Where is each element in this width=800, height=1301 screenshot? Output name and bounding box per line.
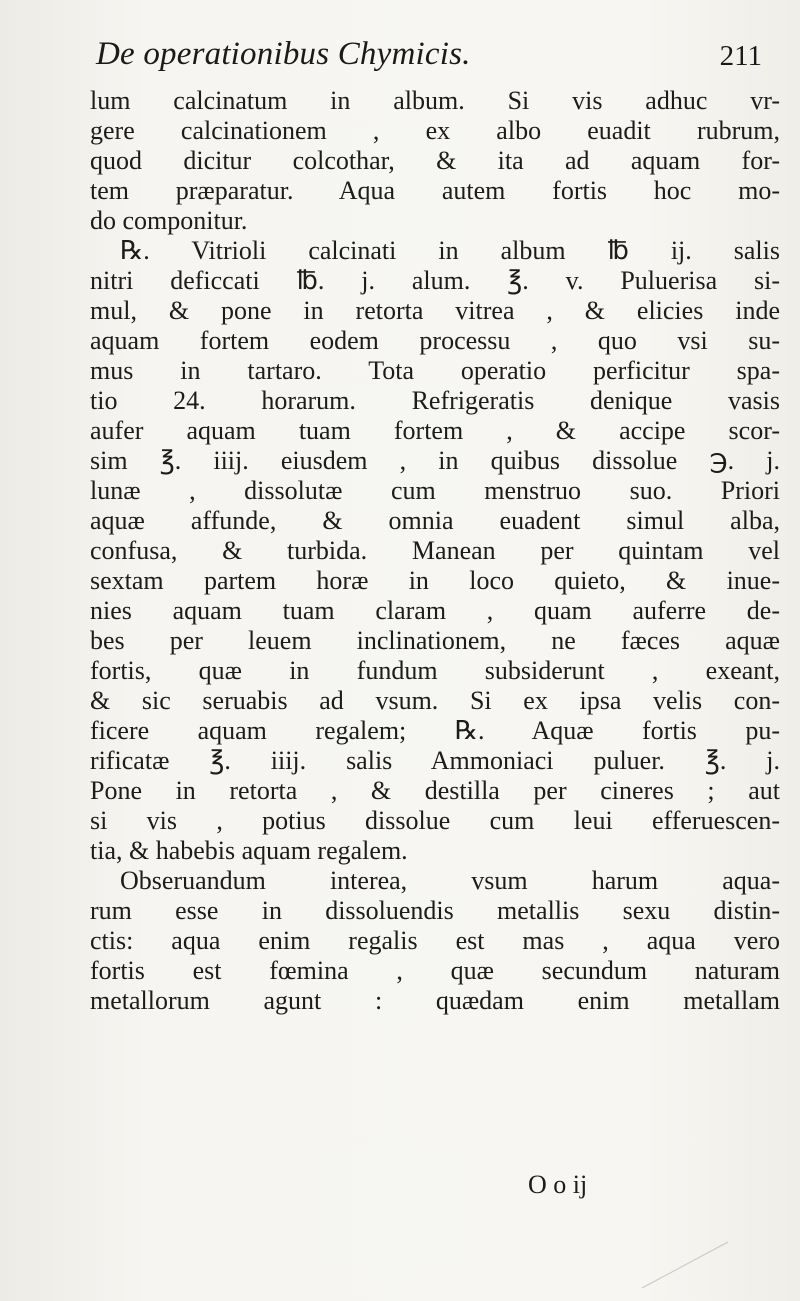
text-line: fortis est fœmina , quæ secundum naturam xyxy=(90,956,780,985)
text-line: si vis , potius dissolue cum leui efferuescen- xyxy=(90,806,780,835)
text-line: mus in tartaro. Tota operatio perficitur spa- xyxy=(90,356,780,385)
text-line: aufer aquam tuam fortem , & accipe scor- xyxy=(90,416,780,445)
body-text xyxy=(90,86,780,1016)
text-line: & sic seruabis ad vsum. Si ex ipsa velis con- xyxy=(90,686,780,715)
text-line: rificatæ ℥. iiij. salis Ammoniaci puluer. ℥. j. xyxy=(90,746,780,775)
scan-artifact-mark xyxy=(640,1240,730,1290)
text-line: fortis, quæ in fundum subsiderunt , exeant, xyxy=(90,656,780,685)
text-line: Pone in retorta , & destilla per cineres ; aut xyxy=(90,776,780,805)
text-line: bes per leuem inclinationem, ne fæces aquæ xyxy=(90,626,780,655)
page-header xyxy=(0,26,800,82)
text-line: mul, & pone in retorta vitrea , & elicies inde xyxy=(90,296,780,325)
text-line: confusa, & turbida. Manean per quintam vel xyxy=(90,536,780,565)
text-line: Obseruandum interea, vsum harum aqua- xyxy=(120,866,780,895)
text-line: tem præparatur. Aqua autem fortis hoc mo- xyxy=(90,176,780,205)
text-line: ℞. Vitrioli calcinati in album ℔ ij. salis xyxy=(120,236,780,265)
page-number: 211 xyxy=(719,40,762,72)
text-line: aquæ affunde, & omnia euadent simul alba, xyxy=(90,506,780,535)
text-line: tio 24. horarum. Refrigeratis denique vasis xyxy=(90,386,780,415)
text-line: ctis: aqua enim regalis est mas , aqua vero xyxy=(90,926,780,955)
text-line: nies aquam tuam claram , quam auferre de- xyxy=(90,596,780,625)
signature-catchword: O o ij xyxy=(528,1170,588,1199)
text-line: lum calcinatum in album. Si vis adhuc vr- xyxy=(90,86,780,115)
text-line: ficere aquam regalem; ℞. Aquæ fortis pu- xyxy=(90,716,780,745)
text-line: metallorum agunt : quædam enim metallam xyxy=(90,986,780,1015)
text-line: aquam fortem eodem processu , quo vsi su- xyxy=(90,326,780,355)
text-line: sim ℥. iiij. eiusdem , in quibus dissolue ℈. j. xyxy=(90,446,780,475)
text-line: quod dicitur colcothar, & ita ad aquam for- xyxy=(90,146,780,175)
text-line: tia, & habebis aquam regalem. xyxy=(90,836,408,865)
text-line: nitri deficcati ℔. j. alum. ℥. v. Puluerisa si- xyxy=(90,266,780,295)
text-line: lunæ , dissolutæ cum menstruo suo. Priori xyxy=(90,476,780,505)
text-line: gere calcinationem , ex albo euadit rubrum, xyxy=(90,116,780,145)
text-line: rum esse in dissoluendis metallis sexu distin- xyxy=(90,896,780,925)
running-title: De operationibus Chymicis. xyxy=(96,36,471,72)
text-line: sextam partem horæ in loco quieto, & inue- xyxy=(90,566,780,595)
text-line: do componitur. xyxy=(90,206,248,235)
